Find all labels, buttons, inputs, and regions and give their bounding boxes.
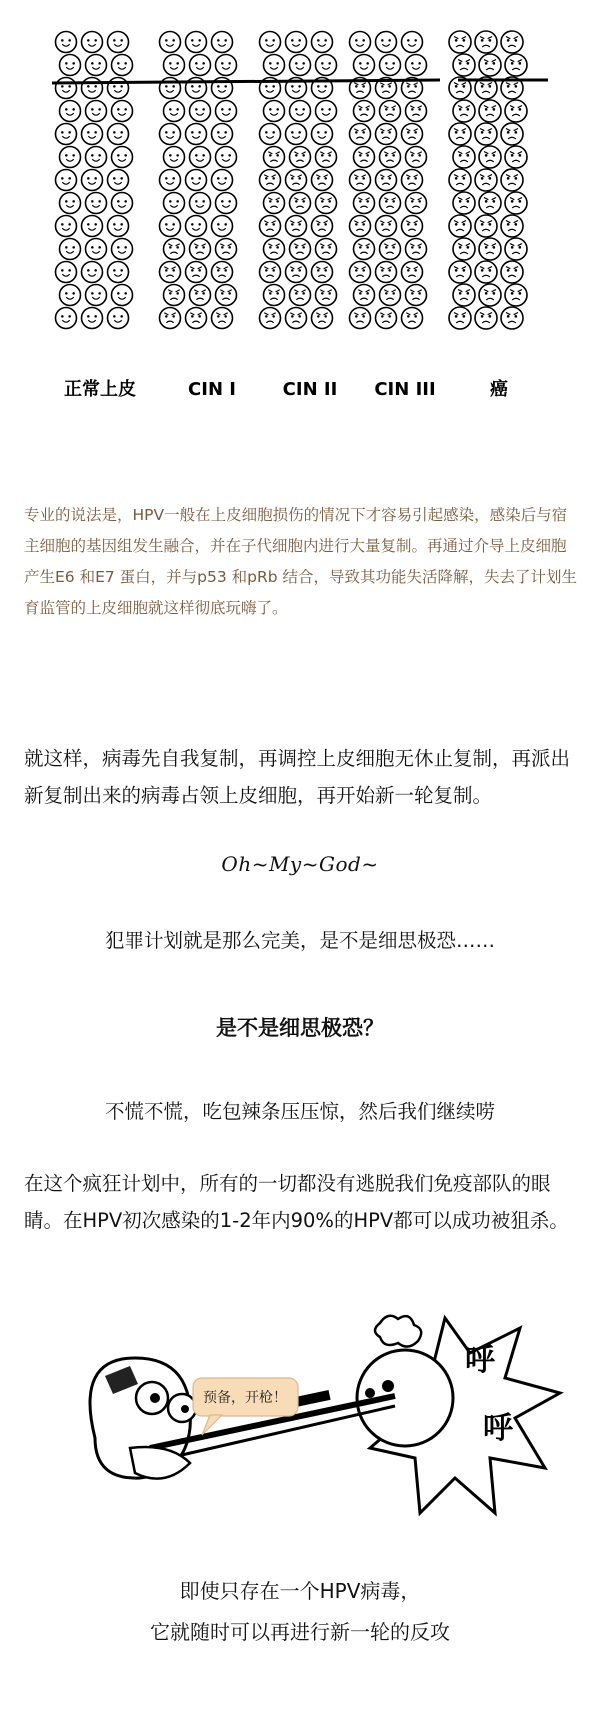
- abnormal-cell-icon: [380, 239, 401, 260]
- normal-cell-icon: [108, 170, 129, 191]
- abnormal-cell-icon: [402, 216, 423, 237]
- abnormal-cell-icon: [501, 31, 523, 53]
- normal-cell-icon: [212, 170, 233, 191]
- abnormal-cell-icon: [312, 308, 333, 329]
- speech-bubble-text: 预备，开枪！: [203, 1390, 287, 1406]
- abnormal-cell-icon: [505, 284, 527, 306]
- replication-paragraph: 就这样，病毒先自我复制，再调控上皮细胞无休止复制，再派出新复制出来的病毒占领上皮细胞，再开始新一轮复制。: [24, 747, 571, 807]
- crime-plan-line: 犯罪计划就是那么完美，是不是细思极恐……: [104, 929, 495, 952]
- normal-cell-icon: [112, 285, 133, 306]
- normal-cell-icon: [160, 124, 181, 145]
- abnormal-cell-icon: [453, 284, 475, 306]
- stage-label-cancer: 癌: [490, 379, 508, 400]
- normal-cell-icon: [112, 239, 133, 260]
- normal-cell-icon: [216, 147, 237, 168]
- abnormal-cell-icon: [376, 308, 397, 329]
- normal-cell-icon: [108, 78, 129, 99]
- abnormal-cell-icon: [186, 262, 207, 283]
- normal-cell-icon: [160, 216, 181, 237]
- ending-line-2: 它就随时可以再进行新一轮的反攻: [150, 1620, 450, 1644]
- normal-cell-icon: [56, 170, 77, 191]
- abnormal-cell-icon: [406, 285, 427, 306]
- abnormal-cell-icon: [449, 307, 471, 329]
- normal-cell-icon: [112, 147, 133, 168]
- normal-cell-icon: [82, 216, 103, 237]
- normal-cell-icon: [402, 32, 423, 53]
- normal-cell-icon: [216, 193, 237, 214]
- abnormal-cell-icon: [505, 146, 527, 168]
- normal-cell-icon: [56, 32, 77, 53]
- abnormal-cell-icon: [406, 239, 427, 260]
- normal-cell-icon: [264, 55, 285, 76]
- normal-cell-icon: [376, 32, 397, 53]
- stage-label-cin3: CIN III: [374, 379, 436, 400]
- abnormal-cell-icon: [190, 285, 211, 306]
- normal-cell-icon: [108, 32, 129, 53]
- normal-cell-icon: [82, 262, 103, 283]
- abnormal-cell-icon: [212, 262, 233, 283]
- normal-cell-icon: [60, 193, 81, 214]
- normal-cell-icon: [260, 124, 281, 145]
- abnormal-cell-icon: [479, 284, 501, 306]
- abnormal-cell-icon: [453, 146, 475, 168]
- ending-line-1: 即使只存在一个HPV病毒，: [179, 1579, 421, 1603]
- immune-sniper-cartoon: [0, 1298, 600, 1563]
- abnormal-cell-icon: [316, 239, 337, 260]
- normal-cell-icon: [290, 101, 311, 122]
- normal-cell-icon: [86, 147, 107, 168]
- normal-cell-icon: [316, 101, 337, 122]
- abnormal-cell-icon: [354, 193, 375, 214]
- immune-paragraph: 在这个疯狂计划中，所有的一切都没有逃脱我们免疫部队的眼睛。在HPV初次感染的1-2年内90%的HPV都可以成功被狙杀。: [24, 1172, 569, 1232]
- abnormal-cell-icon: [453, 238, 475, 260]
- abnormal-cell-icon: [264, 239, 285, 260]
- abnormal-cell-icon: [312, 170, 333, 191]
- abnormal-cell-icon: [350, 170, 371, 191]
- normal-cell-icon: [290, 55, 311, 76]
- abnormal-cell-icon: [449, 215, 471, 237]
- normal-cell-icon: [112, 193, 133, 214]
- abnormal-cell-icon: [501, 215, 523, 237]
- abnormal-cell-icon: [376, 216, 397, 237]
- normal-cell-icon: [60, 239, 81, 260]
- abnormal-cell-icon: [505, 192, 527, 214]
- normal-cell-icon: [82, 170, 103, 191]
- abnormal-cell-icon: [286, 216, 307, 237]
- abnormal-cell-icon: [449, 123, 471, 145]
- abnormal-cell-icon: [406, 147, 427, 168]
- abnormal-cell-icon: [264, 147, 285, 168]
- normal-cell-icon: [260, 32, 281, 53]
- abnormal-cell-icon: [475, 31, 497, 53]
- abnormal-cell-icon: [479, 146, 501, 168]
- normal-cell-icon: [354, 55, 375, 76]
- abnormal-cell-icon: [453, 192, 475, 214]
- stage-label-cin1: CIN I: [188, 379, 236, 400]
- abnormal-cell-icon: [160, 308, 181, 329]
- abnormal-cell-icon: [376, 262, 397, 283]
- abnormal-cell-icon: [475, 261, 497, 283]
- abnormal-cell-icon: [286, 262, 307, 283]
- abnormal-cell-icon: [316, 285, 337, 306]
- normal-cell-icon: [316, 55, 337, 76]
- normal-cell-icon: [56, 262, 77, 283]
- normal-cell-icon: [286, 32, 307, 53]
- normal-cell-icon: [406, 55, 427, 76]
- abnormal-cell-icon: [479, 238, 501, 260]
- normal-cell-icon: [60, 285, 81, 306]
- abnormal-cell-icon: [312, 216, 333, 237]
- normal-cell-icon: [56, 216, 77, 237]
- normal-cell-icon: [82, 308, 103, 329]
- abnormal-cell-icon: [160, 262, 181, 283]
- abnormal-cell-icon: [406, 101, 427, 122]
- abnormal-cell-icon: [501, 169, 523, 191]
- abnormal-cell-icon: [264, 285, 285, 306]
- abnormal-cell-icon: [316, 193, 337, 214]
- abnormal-cell-icon: [376, 170, 397, 191]
- exclamation: Oh~My~God~: [221, 852, 379, 876]
- normal-cell-icon: [82, 32, 103, 53]
- normal-cell-icon: [186, 170, 207, 191]
- abnormal-cell-icon: [190, 239, 211, 260]
- abnormal-cell-icon: [216, 239, 237, 260]
- abnormal-cell-icon: [402, 262, 423, 283]
- abnormal-cell-icon: [505, 100, 527, 122]
- normal-cell-icon: [108, 124, 129, 145]
- normal-cell-icon: [350, 32, 371, 53]
- normal-cell-icon: [82, 78, 103, 99]
- normal-cell-icon: [56, 308, 77, 329]
- abnormal-cell-icon: [290, 239, 311, 260]
- abnormal-cell-icon: [475, 307, 497, 329]
- normal-cell-icon: [312, 32, 333, 53]
- professional-explanation: 专业的说法是，HPV一般在上皮细胞损伤的情况下才容易引起感染，感染后与宿主细胞的基因组发生融合，并在子代细胞内进行大量复制。再通过介导上皮细胞产生E6 和E7 蛋白，并与p53 和pRb 结合，导致其功能失活降解，失去了计划生育监管的上皮细胞就这样彻底玩嗨了。: [24, 506, 578, 617]
- abnormal-cell-icon: [260, 216, 281, 237]
- abnormal-cell-icon: [449, 261, 471, 283]
- normal-cell-icon: [216, 55, 237, 76]
- abnormal-cell-icon: [354, 101, 375, 122]
- normal-cell-icon: [312, 124, 333, 145]
- abnormal-cell-icon: [501, 123, 523, 145]
- normal-cell-icon: [286, 124, 307, 145]
- abnormal-cell-icon: [449, 31, 471, 53]
- normal-cell-icon: [86, 239, 107, 260]
- abnormal-cell-icon: [501, 261, 523, 283]
- abnormal-cell-icon: [264, 193, 285, 214]
- normal-cell-icon: [160, 170, 181, 191]
- normal-cell-icon: [216, 101, 237, 122]
- normal-cell-icon: [186, 32, 207, 53]
- abnormal-cell-icon: [290, 193, 311, 214]
- abnormal-cell-icon: [402, 170, 423, 191]
- abnormal-cell-icon: [216, 285, 237, 306]
- abnormal-cell-icon: [402, 124, 423, 145]
- normal-cell-icon: [112, 101, 133, 122]
- abnormal-cell-icon: [350, 124, 371, 145]
- normal-cell-icon: [60, 147, 81, 168]
- normal-cell-icon: [60, 55, 81, 76]
- abnormal-cell-icon: [475, 123, 497, 145]
- virus-flower-icon: [375, 1316, 421, 1347]
- normal-cell-icon: [160, 32, 181, 53]
- abnormal-cell-icon: [350, 262, 371, 283]
- normal-cell-icon: [380, 55, 401, 76]
- cell-grid: [56, 31, 528, 329]
- normal-cell-icon: [190, 147, 211, 168]
- normal-cell-icon: [86, 285, 107, 306]
- normal-cell-icon: [164, 147, 185, 168]
- normal-cell-icon: [164, 101, 185, 122]
- normal-cell-icon: [108, 216, 129, 237]
- abnormal-cell-icon: [380, 147, 401, 168]
- normal-cell-icon: [164, 55, 185, 76]
- abnormal-cell-icon: [453, 54, 475, 76]
- abnormal-cell-icon: [380, 101, 401, 122]
- question-heading: 是不是细思极恐？: [216, 1016, 384, 1040]
- normal-cell-icon: [190, 193, 211, 214]
- abnormal-cell-icon: [505, 238, 527, 260]
- abnormal-cell-icon: [376, 124, 397, 145]
- stage-label-normal: 正常上皮: [64, 379, 136, 400]
- normal-cell-icon: [108, 262, 129, 283]
- normal-cell-icon: [186, 124, 207, 145]
- abnormal-cell-icon: [186, 308, 207, 329]
- abnormal-cell-icon: [260, 170, 281, 191]
- normal-cell-icon: [56, 124, 77, 145]
- normal-cell-icon: [112, 55, 133, 76]
- abnormal-cell-icon: [164, 285, 185, 306]
- stage-label-cin2: CIN II: [282, 379, 338, 400]
- abnormal-cell-icon: [286, 308, 307, 329]
- normal-cell-icon: [82, 124, 103, 145]
- abnormal-cell-icon: [260, 308, 281, 329]
- normal-cell-icon: [108, 308, 129, 329]
- abnormal-cell-icon: [290, 147, 311, 168]
- abnormal-cell-icon: [402, 308, 423, 329]
- abnormal-cell-icon: [350, 216, 371, 237]
- normal-cell-icon: [264, 101, 285, 122]
- normal-cell-icon: [212, 124, 233, 145]
- abnormal-cell-icon: [479, 192, 501, 214]
- abnormal-cell-icon: [380, 285, 401, 306]
- abnormal-cell-icon: [354, 239, 375, 260]
- abnormal-cell-icon: [479, 54, 501, 76]
- sound-mark-1: 呼: [465, 1343, 495, 1378]
- abnormal-cell-icon: [501, 307, 523, 329]
- abnormal-cell-icon: [449, 169, 471, 191]
- normal-cell-icon: [56, 78, 77, 99]
- normal-cell-icon: [164, 193, 185, 214]
- abnormal-cell-icon: [212, 308, 233, 329]
- abnormal-cell-icon: [164, 239, 185, 260]
- abnormal-cell-icon: [479, 100, 501, 122]
- abnormal-cell-icon: [290, 285, 311, 306]
- normal-cell-icon: [190, 55, 211, 76]
- normal-cell-icon: [190, 101, 211, 122]
- abnormal-cell-icon: [505, 54, 527, 76]
- normal-cell-icon: [212, 216, 233, 237]
- abnormal-cell-icon: [453, 100, 475, 122]
- normal-cell-icon: [60, 101, 81, 122]
- abnormal-cell-icon: [350, 308, 371, 329]
- abnormal-cell-icon: [354, 147, 375, 168]
- abnormal-cell-icon: [475, 215, 497, 237]
- normal-cell-icon: [86, 55, 107, 76]
- abnormal-cell-icon: [380, 193, 401, 214]
- normal-cell-icon: [212, 32, 233, 53]
- sound-mark-2: 呼: [483, 1411, 513, 1446]
- cell-progression-diagram: [0, 0, 600, 420]
- abnormal-cell-icon: [260, 262, 281, 283]
- calm-down-line: 不慌不慌，吃包辣条压压惊，然后我们继续唠: [104, 1100, 495, 1123]
- normal-cell-icon: [86, 193, 107, 214]
- abnormal-cell-icon: [354, 285, 375, 306]
- normal-cell-icon: [86, 101, 107, 122]
- abnormal-cell-icon: [475, 169, 497, 191]
- abnormal-cell-icon: [406, 193, 427, 214]
- abnormal-cell-icon: [286, 170, 307, 191]
- normal-cell-icon: [186, 216, 207, 237]
- abnormal-cell-icon: [316, 147, 337, 168]
- abnormal-cell-icon: [312, 262, 333, 283]
